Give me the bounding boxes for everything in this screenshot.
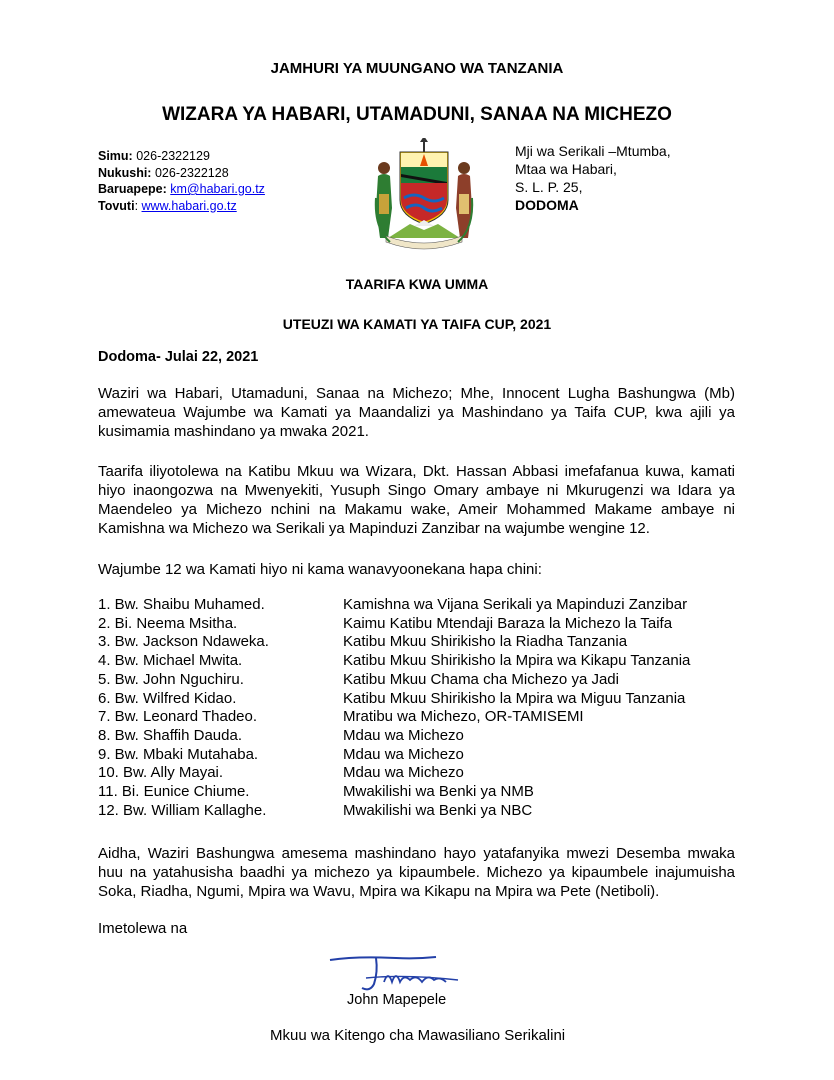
country-heading: JAMHURI YA MUUNGANO WA TANZANIA <box>270 60 564 77</box>
email-link[interactable]: km@habari.go.tz <box>170 182 265 196</box>
member-name: 6. Bw. Wilfred Kidao. <box>98 689 237 707</box>
member-role: Mdau wa Michezo <box>343 745 464 763</box>
member-name: 7. Bw. Leonard Thadeo. <box>98 708 258 726</box>
notice-subject: UTEUZI WA KAMATI YA TAIFA CUP, 2021 <box>282 316 552 332</box>
contact-block <box>98 148 265 214</box>
ministry-heading: WIZARA YA HABARI, UTAMADUNI, SANAA NA MICHEZO <box>162 104 672 125</box>
fax-line: Nukushi: 026-2322128 <box>98 165 229 180</box>
member-role: Katibu Mkuu Chama cha Michezo ya Jadi <box>343 670 619 688</box>
address-city: DODOMA <box>515 197 579 213</box>
member-role: Mdau wa Michezo <box>343 764 464 782</box>
member-name: 10. Bw. Ally Mayai. <box>98 764 224 782</box>
list-item <box>98 690 690 709</box>
list-item <box>98 708 690 727</box>
member-role: Mwakilishi wa Benki ya NBC <box>343 801 533 819</box>
member-name: 9. Bw. Mbaki Mutahaba. <box>98 745 259 763</box>
member-role: Kaimu Katibu Mtendaji Baraza la Michezo la Taifa <box>343 614 673 632</box>
address-line: Mtaa wa Habari, <box>515 161 617 177</box>
list-item <box>98 764 690 783</box>
list-item <box>98 596 690 615</box>
body-paragraph: Aidha, Waziri Bashungwa amesema mashindano hayo yatafanyika mwezi Desemba mwaka huu na yatahusisha baadhi ya michezo ya kipaumbele. Michezo ya kipaumbele inajumuisha Soka, Riadha, Ngumi, Mpira wa Wavu, Mpira wa Kikapu na Mpira wa Pete (Netiboli). <box>98 845 735 900</box>
address-line: Mji wa Serikali –Mtumba, <box>515 143 671 159</box>
member-role: Katibu Mkuu Shirikisho la Riadha Tanzania <box>343 633 628 651</box>
list-item <box>98 746 690 765</box>
list-item <box>98 615 690 634</box>
member-role: Katibu Mkuu Shirikisho la Mpira wa Miguu Tanzania <box>343 689 686 707</box>
website-line: Tovuti: www.habari.go.tz <box>98 198 237 213</box>
member-name: 4. Bw. Michael Mwita. <box>98 652 243 670</box>
list-item <box>98 652 690 671</box>
body-paragraph: Taarifa iliyotolewa na Katibu Mkuu wa Wizara, Dkt. Hassan Abbasi imefafanua kuwa, kamati hiyo inaongozwa na Mwenyekiti, Yusuph Singo Omary ambaye ni Mkurugenzi wa Idara ya Maendeleo ya Michezo nchini na Makamu wake, Ameir Mohammed Makame ambaye ni Kamishna wa Michezo wa Serikali ya Mapinduzi Zanzibar na wajumbe wengine 12. <box>98 463 735 537</box>
signatory-name: John Mapepele <box>347 992 447 1008</box>
member-name: 8. Bw. Shaffih Dauda. <box>98 726 242 744</box>
member-name: 12. Bw. William Kallaghe. <box>98 801 267 819</box>
member-name: 11. Bi. Eunice Chiume. <box>98 783 250 801</box>
notice-title: TAARIFA KWA UMMA <box>345 276 489 292</box>
member-list <box>98 596 690 820</box>
member-name: 1. Bw. Shaibu Muhamed. <box>98 596 265 613</box>
member-name: 2. Bi. Neema Msitha. <box>98 614 238 632</box>
member-role: Mratibu wa Michezo, OR-TAMISEMI <box>343 708 584 726</box>
tanzania-coat-of-arms-icon <box>370 138 478 250</box>
list-item <box>98 783 690 802</box>
signatory-title: Mkuu wa Kitengo cha Mawasiliano Serikalini <box>270 1027 566 1044</box>
phone-line: Simu: 026-2322129 <box>98 149 210 163</box>
address-line: S. L. P. 25, <box>515 179 583 195</box>
member-role: Mdau wa Michezo <box>343 726 464 744</box>
handwritten-signature-icon <box>326 952 466 996</box>
list-item <box>98 633 690 652</box>
website-link[interactable]: www.habari.go.tz <box>141 198 237 213</box>
body-paragraph: Wajumbe 12 wa Kamati hiyo ni kama wanavyoonekana hapa chini: <box>98 561 542 578</box>
member-name: 3. Bw. Jackson Ndaweka. <box>98 633 269 651</box>
member-role: Kamishna wa Vijana Serikali ya Mapinduzi Zanzibar <box>343 596 688 613</box>
member-role: Mwakilishi wa Benki ya NMB <box>343 783 534 801</box>
list-item <box>98 727 690 746</box>
dateline: Dodoma- Julai 22, 2021 <box>98 349 259 365</box>
member-role: Katibu Mkuu Shirikisho la Mpira wa Kikapu Tanzania <box>343 652 691 670</box>
list-item <box>98 802 690 821</box>
list-item <box>98 671 690 690</box>
member-name: 5. Bw. John Nguchiru. <box>98 670 244 688</box>
issued-by-label: Imetolewa na <box>98 920 188 937</box>
body-paragraph: Waziri wa Habari, Utamaduni, Sanaa na Michezo; Mhe, Innocent Lugha Bashungwa (Mb) amewateua Wajumbe wa Kamati ya Maandalizi ya Mashindano ya Taifa CUP, kwa ajili ya kusimamia mashindano ya mwaka 2021. <box>98 385 735 440</box>
address-block <box>515 142 671 214</box>
email-line: Baruapepe: km@habari.go.tz <box>98 182 265 196</box>
